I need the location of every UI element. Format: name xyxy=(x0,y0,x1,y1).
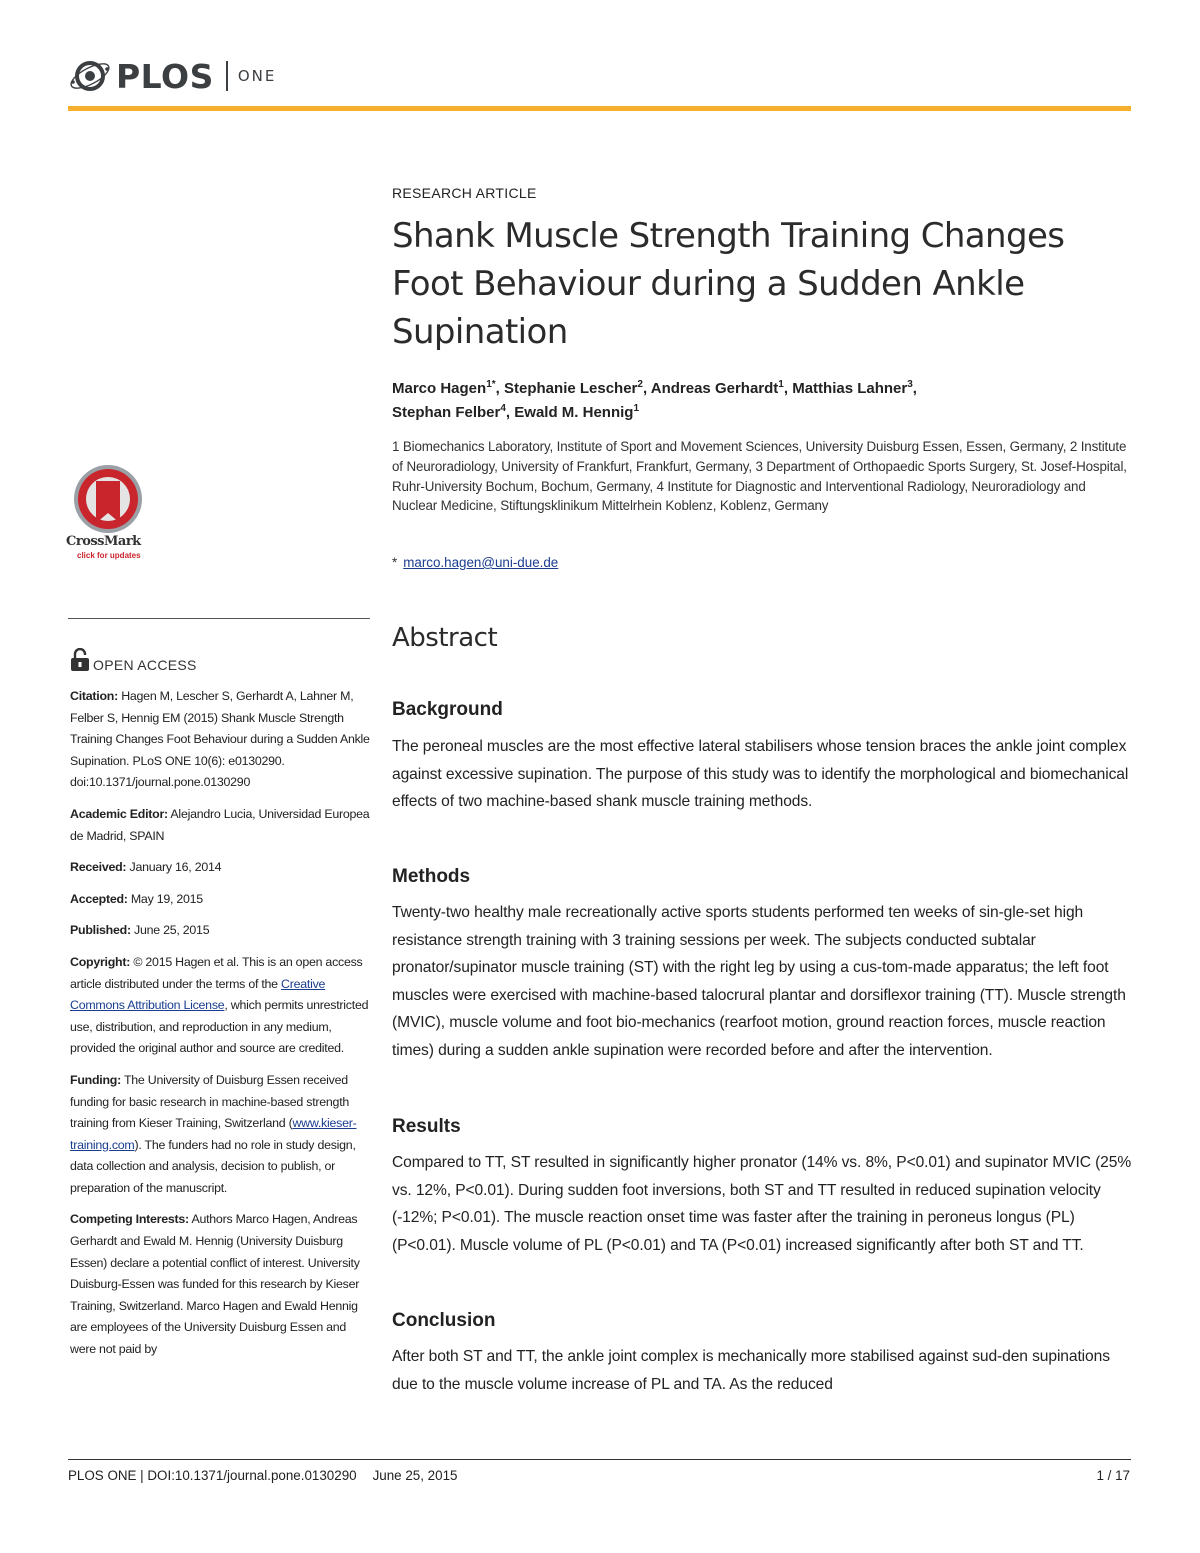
academic-editor-label: Academic Editor: xyxy=(70,806,168,821)
author[interactable]: Marco Hagen$^{1*}$ xyxy=(392,379,496,397)
footer-rule xyxy=(68,1459,1131,1460)
academic-editor-text: Alejandro Lucia, Universidad Europea de Madrid, SPAIN xyxy=(70,806,370,843)
plos-one-logo xyxy=(68,56,276,96)
crossmark-sublabel[interactable]: click for updates xyxy=(77,551,141,560)
accepted-label: Accepted: xyxy=(70,891,128,906)
article-title: Shank Muscle Strength Training Changes Foot Behaviour during a Sudden Ankle Supination xyxy=(392,216,1065,352)
kieser-training-link[interactable]: www.kieser-training.com xyxy=(70,1116,357,1152)
published-block xyxy=(70,920,370,942)
plos-globe-icon xyxy=(68,56,112,96)
author[interactable]: Stephanie Lescher$^2$ xyxy=(504,379,643,397)
open-access-label: OPEN ACCESS xyxy=(93,657,197,673)
article-type: RESEARCH ARTICLE xyxy=(392,185,537,201)
accepted-date: May 19, 2015 xyxy=(130,891,203,906)
crossmark-label[interactable]: CrossMark xyxy=(66,534,141,549)
author[interactable]: Andreas Gerhardt$^1$ xyxy=(650,379,784,397)
author[interactable]: Matthias Lahner$^3$ xyxy=(792,379,913,397)
copyright-text-cont: , which permits unrestricted use, distribution, and reproduction in any medium, provided the original author and source are credited. xyxy=(70,998,369,1056)
funding-text-cont: ). The funders had no role in study design, data collection and analysis, decision to publish, or preparation of the manuscript. xyxy=(70,1137,356,1195)
page-number: 1 / 17 xyxy=(1096,1468,1130,1483)
crossmark-icon[interactable] xyxy=(68,463,150,535)
funding-block xyxy=(70,1070,370,1200)
one-wordmark: ONE xyxy=(237,67,277,85)
received-block xyxy=(70,857,370,879)
header-rule xyxy=(68,106,1131,111)
author[interactable]: Ewald M. Hennig$^1$ xyxy=(514,403,640,421)
sidebar-rule xyxy=(68,618,370,619)
corresponding-author xyxy=(392,555,558,570)
corresponding-email-link[interactable]: marco.hagen@uni-due.de xyxy=(403,555,559,570)
abstract-heading: Abstract xyxy=(392,623,498,653)
author[interactable]: Stephan Felber$^4$ xyxy=(392,403,506,421)
copyright-text: © 2015 Hagen et al. This is an open access article distributed under the terms of the xyxy=(70,954,363,991)
results-heading: Results xyxy=(392,1116,461,1137)
published-label: Published: xyxy=(70,923,131,938)
competing-interests-text: Authors Marco Hagen, Andreas Gerhardt and Ewald M. Hennig (University Duisburg Essen) declare a potential conflict of interest. University Duisburg-Essen was funded for this research by Kieser Training, Switzerland. Marco Hagen and Ewald Hennig are employees of the University Duisburg Essen and were not paid by xyxy=(70,1212,360,1357)
copyright-block xyxy=(70,952,370,1060)
footer-journal-doi: PLOS ONE | DOI:10.1371/journal.pone.0130290 xyxy=(68,1468,357,1483)
cc-license-link[interactable]: Creative Commons Attribution License xyxy=(70,976,326,1013)
published-date: June 25, 2015 xyxy=(134,923,210,938)
methods-heading: Methods xyxy=(392,866,471,887)
author-list: Marco Hagen$^{1*}$, Stephanie Lescher$^2$, Andreas Gerhardt$^1$, Matthias Lahner$^3$, Stephan Felber$^4$, Ewald M. Hennig$^1$ xyxy=(392,379,917,421)
open-access-lock-icon xyxy=(70,648,90,672)
conclusion-heading: Conclusion xyxy=(392,1310,496,1331)
received-date: January 16, 2014 xyxy=(129,860,222,875)
footer-citation xyxy=(68,1468,457,1483)
background-paragraph: The peroneal muscles are the most effective lateral stabilisers whose tension braces the ankle joint complex against excessive supination. The purpose of this study was to identify the morphological and biomechanical effects of two machine-based shank muscle training methods. xyxy=(392,738,1129,810)
methods-paragraph: Twenty-two healthy male recreationally active sports students performed ten weeks of sin-gle-set high resistance strength training with 3 training sessions per week. The subjects conducted subtalar pronator/supinator muscle training (ST) with the right leg by using a cus-tom-made apparatus; the left foot muscles were exercised with machine-based talocrural plantar and dorsiflexor training (TT). Muscle strength (MVIC), muscle volume and foot bio-mechanics (rearfoot motion, ground reaction forces, muscle reaction times) during a sudden ankle supination were recorded before and after the intervention. xyxy=(392,904,1126,1059)
received-label: Received: xyxy=(70,860,127,875)
author-affiliations: 1 Biomechanics Laboratory, Institute of Sport and Movement Sciences, University Duisburg Essen, Essen, Germany, 2 Institute of Neuroradiology, University of Frankfurt, Frankfurt, Germany, 3 Department of Orthopaedic Sports Surgery, St. Josef-Hospital, Ruhr-University Bochum, Bochum, Germany, 4 Institute for Diagnostic and Interventional Radiology, Neuroradiology and Nuclear Medicine, Stiftungsklinikum Mittelrhein Koblenz, Koblenz, Germany xyxy=(392,439,1127,514)
funding-text: The University of Duisburg Essen received funding for basic research in machine-based strength training from Kieser Training, Switzerland ( xyxy=(70,1072,350,1131)
funding-label: Funding: xyxy=(70,1072,121,1087)
accepted-block xyxy=(70,889,370,911)
results-paragraph: Compared to TT, ST resulted in significantly higher pronator (14% vs. 8%, P<0.01) and supinator MVIC (25% vs. 12%, P<0.01). During sudden foot inversions, both ST and TT resulted in reduced supination velocity (-12%; P<0.01). The muscle reaction onset time was faster after the training in peroneus longus (PL) (P<0.01). Muscle volume of PL (P<0.01) and TA (P<0.01) increased significantly after both ST and TT. xyxy=(392,1154,1132,1254)
competing-interests-block xyxy=(70,1209,370,1360)
competing-interests-label: Competing Interests: xyxy=(70,1212,189,1227)
footer-date: June 25, 2015 xyxy=(372,1468,458,1483)
citation-label: Citation: xyxy=(70,689,118,703)
copyright-label: Copyright: xyxy=(70,954,131,969)
plos-wordmark: PLOS xyxy=(116,56,214,96)
conclusion-paragraph: After both ST and TT, the ankle joint complex is mechanically more stabilised against sud-den supinations due to the muscle volume increase of PL and TA. As the reduced xyxy=(392,1348,1110,1393)
corresponding-mark: * xyxy=(392,555,398,570)
article-metadata xyxy=(70,686,370,1371)
logo-divider xyxy=(226,61,228,91)
background-heading: Background xyxy=(392,699,503,720)
citation-text: Hagen M, Lescher S, Gerhardt A, Lahner M, Felber S, Hennig EM (2015) Shank Muscle Strength Training Changes Foot Behaviour during a Sudden Ankle Supination. PLoS ONE 10(6): e0130290. doi:10.1371/journal.pone.0130290 xyxy=(70,689,370,790)
academic-editor-block xyxy=(70,804,370,847)
citation-block xyxy=(70,686,370,794)
